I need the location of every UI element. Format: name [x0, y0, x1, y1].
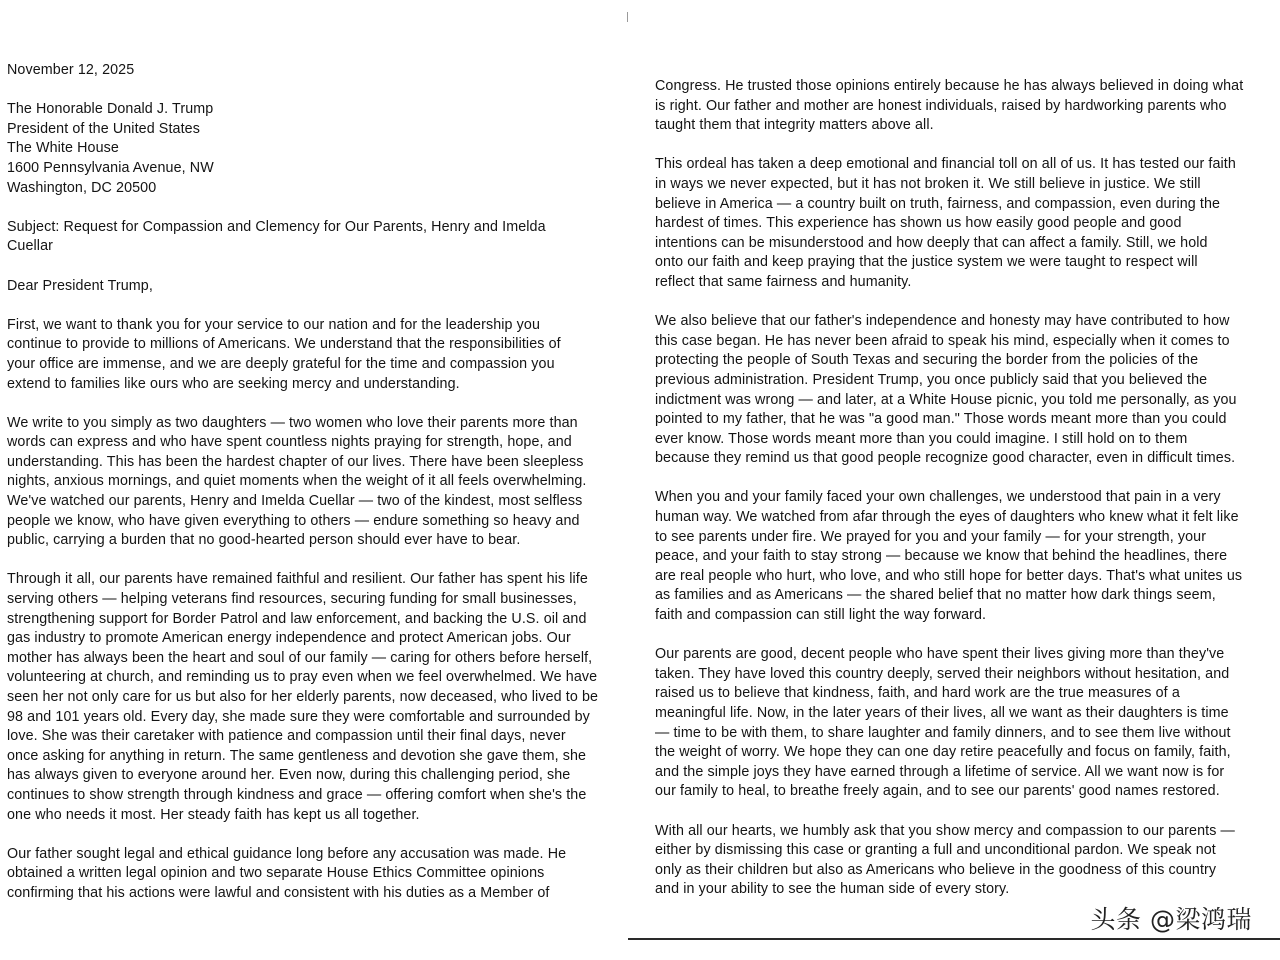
paragraph-faithful [7, 570, 609, 825]
body-line: volunteering at church, and reminding us to pray even when we feel overwhelmed. We have [7, 669, 598, 686]
body-line: the weight of worry. We hope they can one day retire peacefully and focus on family, faith, [655, 744, 1231, 761]
address-line: 1600 Pennsylvania Avenue, NW [7, 159, 214, 176]
letter-column-right [655, 77, 1275, 900]
letter-date [7, 61, 609, 81]
body-line: With all our hearts, we humbly ask that you show mercy and compassion to our parents — [655, 822, 1235, 839]
bottom-rule [628, 938, 1280, 940]
body-line: obtained a written legal opinion and two separate House Ethics Committee opinions [7, 865, 545, 882]
body-line: is right. Our father and mother are honest individuals, raised by hardworking parents who [655, 97, 1227, 114]
body-line: — time to be with them, to share laughter and family dinners, and to see them live without [655, 724, 1231, 741]
body-line: in ways we never expected, but it has not broken it. We still believe in justice. We still [655, 175, 1201, 192]
paragraph-daughters [7, 414, 609, 551]
body-line: only as their children but also as Americans who believe in the goodness of this country [655, 861, 1217, 878]
body-line: are real people who hurt, who love, and who still hope for better days. That's what unites us [655, 567, 1243, 584]
body-line: people we know, who have given everything to others — endure something so heavy and [7, 512, 580, 529]
salutation-text: Dear President Trump, [7, 277, 153, 294]
body-line: continue to provide to millions of Americans. We understand that the responsibilities of [7, 336, 561, 353]
body-line: confirming that his actions were lawful and consistent with his duties as a Member of [7, 884, 550, 901]
body-line: your office are immense, and we are deeply grateful for the time and compassion you [7, 355, 555, 372]
paragraph-congress [655, 77, 1275, 136]
subject-line [7, 218, 609, 257]
paragraph-ordeal [655, 155, 1275, 292]
body-line: First, we want to thank you for your service to our nation and for the leadership you [7, 316, 540, 333]
body-line: faith and compassion can still light the way forward. [655, 607, 987, 624]
address-line: The White House [7, 140, 119, 157]
body-line: our family to heal, to breathe freely again, and to see our parents' good names restored. [655, 783, 1220, 800]
letter-column-left [7, 61, 609, 904]
body-line: indictment was wrong — and later, at a White House picnic, you told me personally, as you [655, 391, 1237, 408]
body-line: has always given to everyone around her. Even now, during this challenging period, she [7, 767, 571, 784]
address-line: The Honorable Donald J. Trump [7, 101, 214, 118]
date-line: November 12, 2025 [7, 62, 135, 78]
paragraph-thanks [7, 316, 609, 394]
body-line: as families and as Americans — the shared belief that no matter how dark things seem, [655, 587, 1216, 604]
body-line: gas industry to promote American energy independence and protect American jobs. Our [7, 630, 571, 647]
body-line: once asking for anything in return. The same gentleness and devotion she gave them, she [7, 747, 587, 764]
body-line: either by dismissing this case or granting a full and unconditional pardon. We speak not [655, 842, 1216, 859]
subject-text: Subject: Request for Compassion and Clemency for Our Parents, Henry and Imelda [7, 218, 546, 235]
body-line: this case began. He has never been afraid to speak his mind, especially when it comes to [655, 332, 1230, 349]
recipient-address [7, 100, 609, 198]
body-line: love. She was their caretaker with patience and compassion until their final days, never [7, 728, 566, 745]
body-line: understanding. This has been the hardest chapter of our lives. There have been sleepless [7, 453, 584, 470]
address-line: President of the United States [7, 120, 200, 137]
body-line: We also believe that our father's independence and honesty may have contributed to how [655, 313, 1230, 330]
body-line: pointed to my father, that he was "a good man." Those words meant more than you could [655, 411, 1227, 428]
body-line: meaningful life. Now, in the later years of their lives, all we want as their daughters is time [655, 705, 1229, 721]
paragraph-challenges [655, 488, 1275, 625]
body-line: We've watched our parents, Henry and Imelda Cuellar — two of the kindest, most selfless [7, 493, 583, 510]
body-line: When you and your family faced your own challenges, we understood that pain in a very [655, 489, 1221, 506]
body-line: mother has always been the heart and soul of our family — caring for others before herself, [7, 649, 593, 666]
body-line: 98 and 101 years old. Every day, she made sure they were comfortable and surrounded by [7, 708, 590, 725]
body-line: onto our faith and keep praying that the justice system we were taught to respect will [655, 254, 1198, 271]
body-line: and in your ability to see the human side of every story. [655, 881, 1010, 898]
subject-text: Cuellar [7, 238, 53, 255]
body-line: taken. They have loved this country deeply, served their neighbors without hesitation, and [655, 665, 1230, 682]
body-line: and the simple joys they have earned through a lifetime of service. All we want now is for [655, 763, 1225, 780]
address-line: Washington, DC 20500 [7, 179, 157, 196]
body-line: We write to you simply as two daughters — two women who love their parents more than [7, 414, 578, 431]
body-line: This ordeal has taken a deep emotional and financial toll on all of us. It has tested our faith [655, 156, 1236, 173]
paragraph-independence [655, 312, 1275, 469]
page-gutter [614, 0, 626, 960]
body-line: Our father sought legal and ethical guidance long before any accusation was made. He [7, 845, 567, 862]
body-line: to see parents under fire. We prayed for you and your family — for your strength, your [655, 528, 1207, 545]
body-line: ever know. Those words meant more than you could imagine. I still hold on to them [655, 430, 1188, 447]
body-line: words can express and who have spent countless nights praying for strength, hope, and [7, 434, 572, 451]
paragraph-good-people [655, 645, 1275, 802]
salutation [7, 277, 609, 297]
letter-page-right [628, 0, 1280, 960]
body-line: because they remind us that good people recognize good character, even in difficult times. [655, 450, 1236, 467]
body-line: seen her not only care for us but also for her elderly parents, now deceased, who lived to be [7, 689, 599, 705]
body-line: intentions can be misunderstood and how deeply that can affect a family. Still, we hold [655, 234, 1208, 251]
body-line: continues to show strength through kindness and grace — offering comfort when she's the [7, 786, 587, 803]
body-line: previous administration. President Trump, you once publicly said that you believed the [655, 371, 1208, 388]
body-line: raised us to believe that kindness, faith, and hard work are the true measures of a [655, 685, 1180, 702]
body-line: Through it all, our parents have remained faithful and resilient. Our father has spent his life [7, 571, 588, 588]
body-line: public, carrying a burden that no good-hearted person should ever have to bear. [7, 532, 521, 549]
body-line: serving others — helping veterans find resources, securing funding for small businesses, [7, 591, 577, 608]
body-line: strengthening support for Border Patrol and law enforcement, and backing the U.S. oil and [7, 610, 587, 627]
body-line: one who needs it most. Her steady faith has kept us all together. [7, 806, 420, 823]
body-line: believe in America — a country built on truth, fairness, and compassion, even during the [655, 195, 1221, 212]
body-line: taught them that integrity matters above all. [655, 117, 934, 134]
body-line: Our parents are good, decent people who have spent their lives giving more than they've [655, 646, 1225, 663]
body-line: hardest of times. This experience has shown us how easily good people and good [655, 215, 1182, 232]
body-line: protecting the people of South Texas and securing the border from the policies of the [655, 352, 1199, 369]
watermark-text: 头条 @梁鸿瑞 [1090, 905, 1252, 934]
letter-page-left [0, 0, 612, 960]
body-line: Congress. He trusted those opinions entirely because he has always believed in doing what [655, 78, 1244, 94]
paragraph-legal-guidance [7, 845, 609, 904]
body-line: nights, anxious mornings, and quiet moments when the weight of it all feels overwhelming. [7, 473, 587, 490]
body-line: extend to families like ours who are seeking mercy and understanding. [7, 375, 460, 392]
body-line: human way. We watched from afar through the eyes of daughters who knew what it felt like [655, 509, 1239, 526]
paragraph-request [655, 822, 1275, 900]
body-line: peace, and your faith to stay strong — because we know that behind the headlines, there [655, 548, 1228, 565]
body-line: reflect that same fairness and humanity. [655, 273, 912, 290]
